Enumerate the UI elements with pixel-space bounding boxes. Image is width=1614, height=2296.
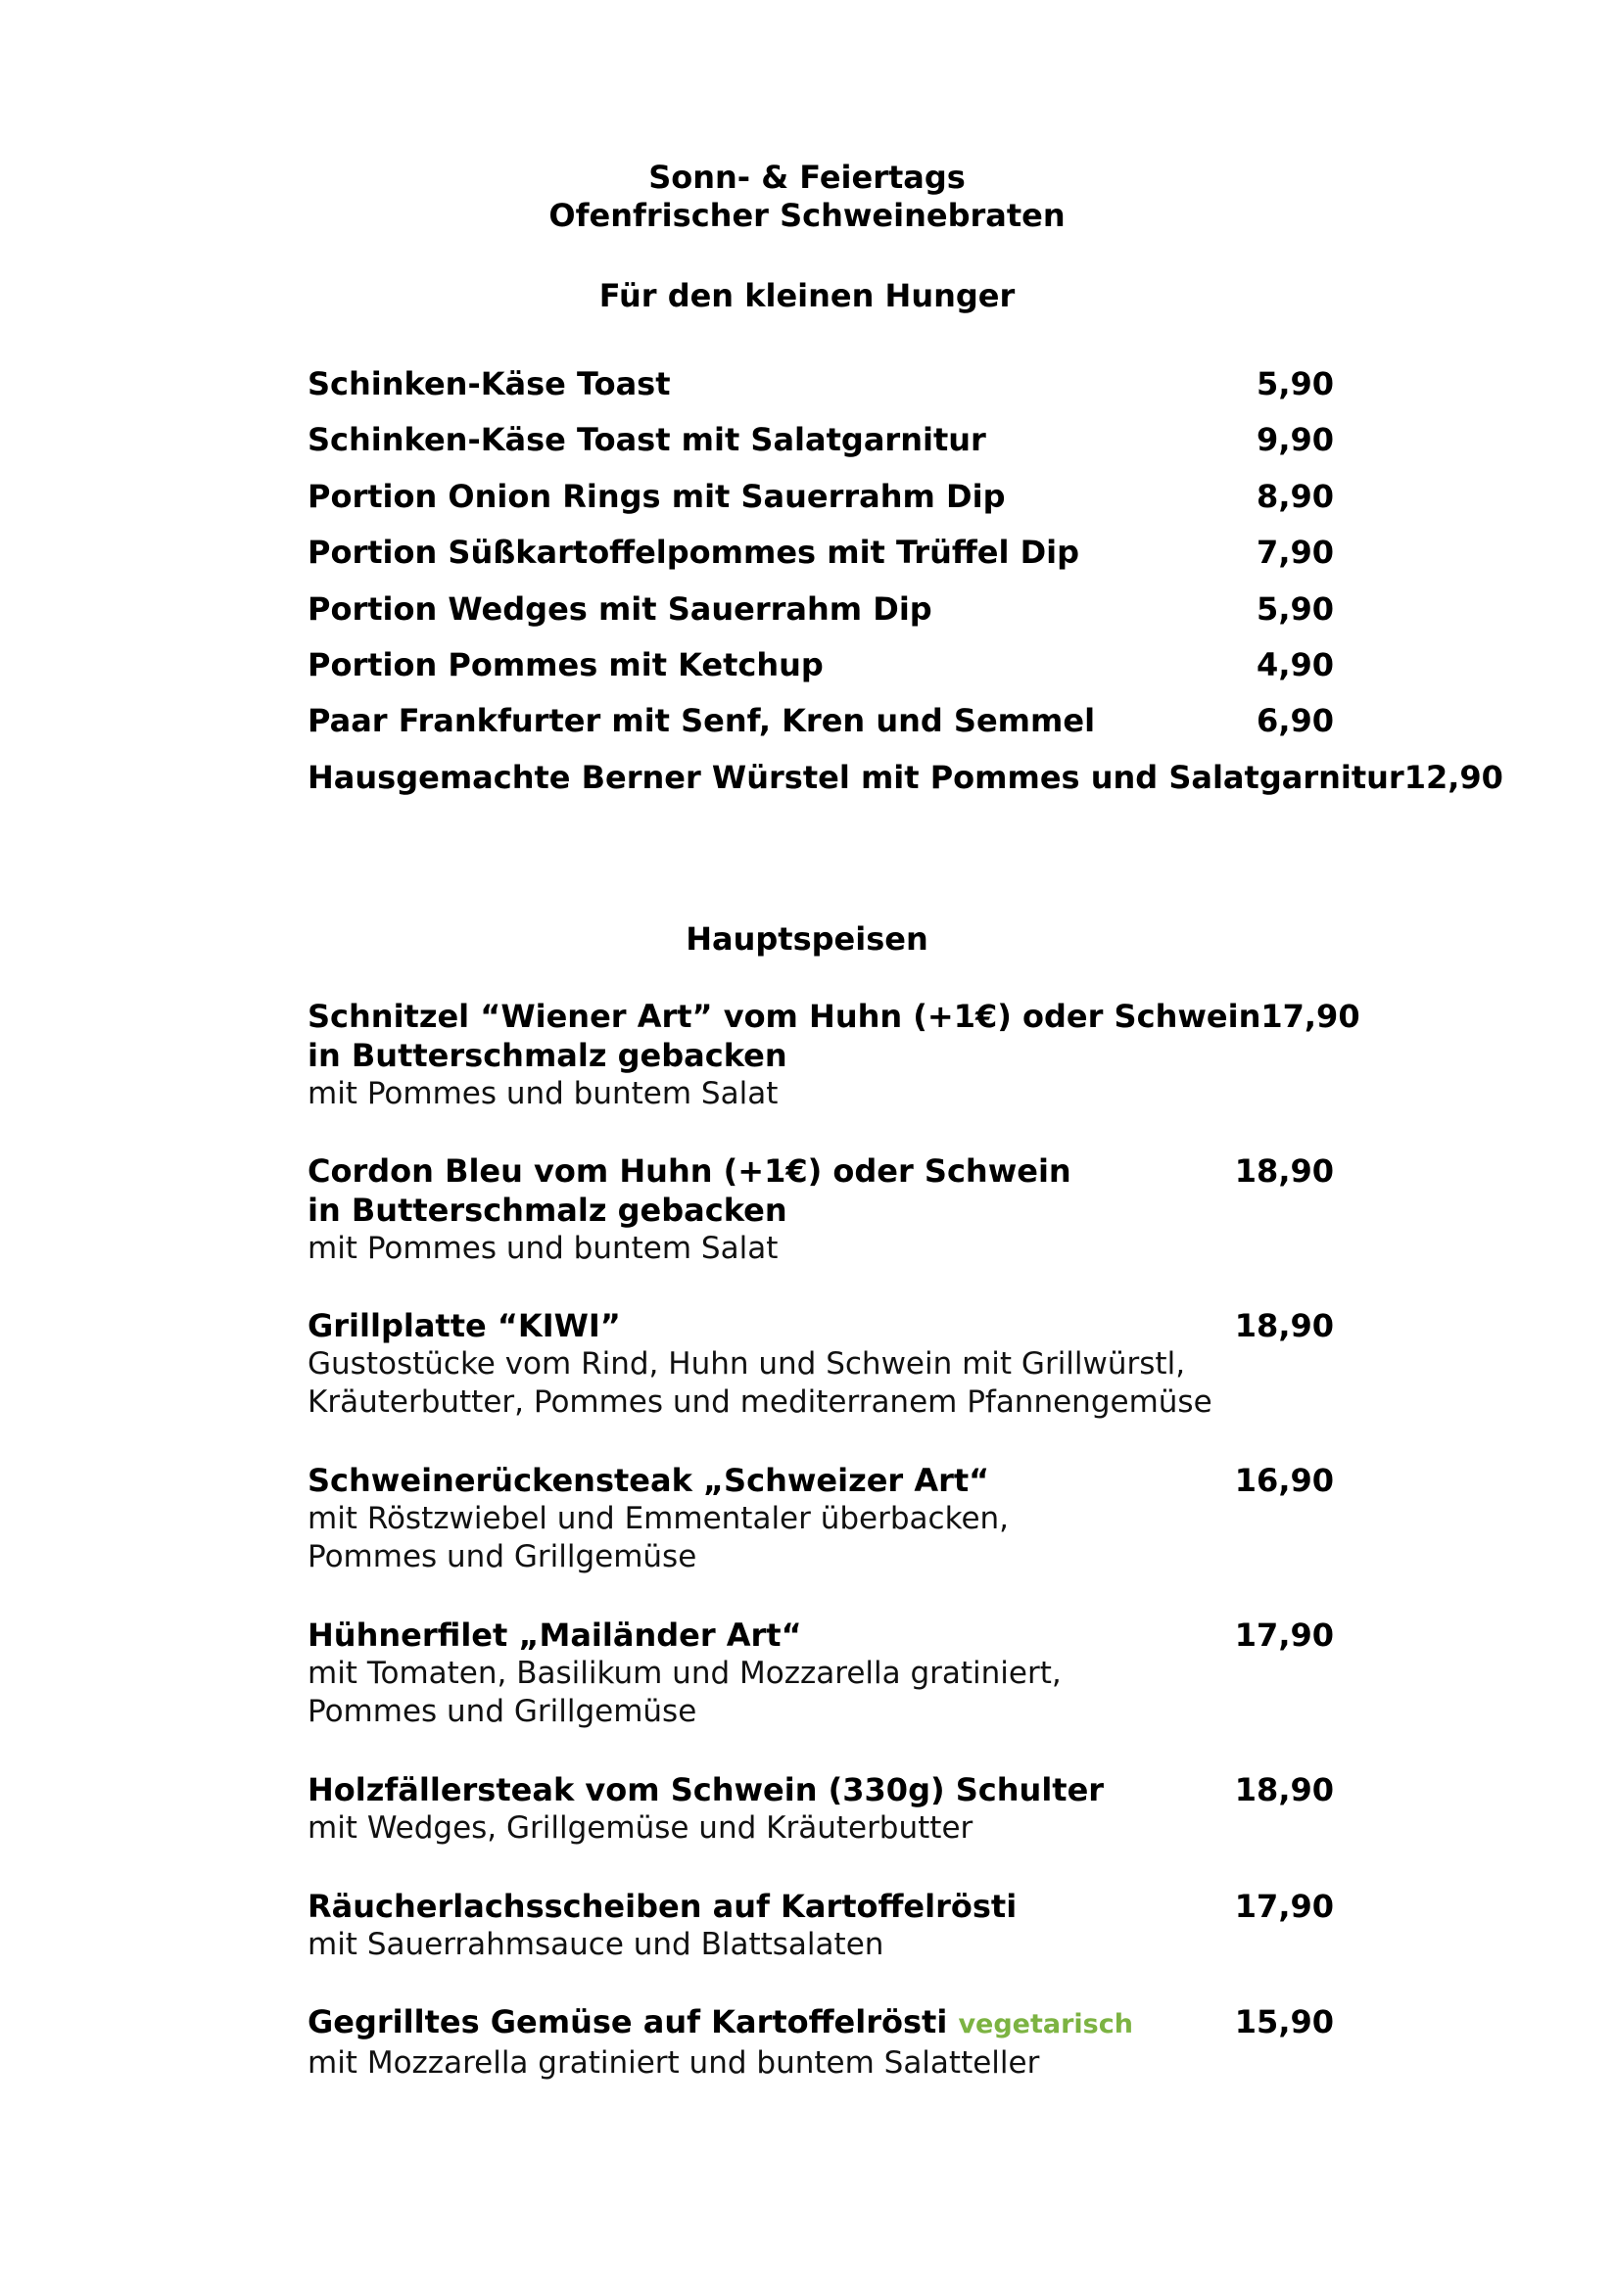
dish-item bbox=[308, 2002, 1334, 2083]
mains-heading: Hauptspeisen bbox=[686, 920, 928, 958]
header-line-2: Ofenfrischer Schweinebraten bbox=[548, 197, 1066, 234]
list-item bbox=[308, 534, 1334, 589]
dish-title: Hühnerfilet „Mailänder Art“ bbox=[308, 1617, 802, 1654]
list-item bbox=[308, 702, 1334, 758]
dish-item bbox=[308, 1770, 1334, 1848]
dish-description: mit Tomaten, Basilikum und Mozzarella gratiniert, bbox=[308, 1656, 1062, 1691]
list-item bbox=[308, 646, 1334, 702]
dish-title: Schnitzel “Wiener Art” vom Huhn (+1€) oder Schwein bbox=[308, 998, 1261, 1035]
dish-subtitle: in Butterschmalz gebacken bbox=[308, 1192, 787, 1229]
dish-price: 18,90 bbox=[1234, 1771, 1334, 1808]
list-item bbox=[308, 421, 1334, 477]
item-name: Portion Pommes mit Ketchup bbox=[308, 645, 824, 683]
dish-title: Gegrilltes Gemüse auf Kartoffelrösti bbox=[308, 2003, 948, 2040]
item-price: 4,90 bbox=[1257, 645, 1334, 683]
vegetarian-tag: vegetarisch bbox=[958, 2009, 1133, 2039]
dish-description: mit Pommes und buntem Salat bbox=[308, 1231, 779, 1266]
item-name: Portion Onion Rings mit Sauerrahm Dip bbox=[308, 477, 1006, 515]
dish-item bbox=[308, 1461, 1334, 1576]
dish-item bbox=[308, 1151, 1334, 1268]
dish-price: 15,90 bbox=[1234, 2003, 1334, 2040]
dish-item bbox=[308, 1616, 1334, 1731]
item-price: 5,90 bbox=[1257, 589, 1334, 628]
snacks-list bbox=[308, 365, 1503, 815]
dish-title: Cordon Bleu vom Huhn (+1€) oder Schwein bbox=[308, 1152, 1071, 1190]
item-price: 5,90 bbox=[1257, 365, 1334, 402]
list-item bbox=[308, 590, 1334, 646]
dish-title: Schweinerückensteak „Schweizer Art“ bbox=[308, 1462, 990, 1499]
list-item bbox=[308, 365, 1334, 421]
dish-description: Kräuterbutter, Pommes und mediterranem Pfannengemüse bbox=[308, 1384, 1212, 1420]
item-name: Schinken-Käse Toast bbox=[308, 365, 671, 402]
dish-description: Pommes und Grillgemüse bbox=[308, 1539, 697, 1574]
item-name: Hausgemachte Berner Würstel mit Pommes und Salatgarnitur bbox=[308, 758, 1404, 796]
item-name: Portion Süßkartoffelpommes mit Trüffel Dip bbox=[308, 534, 1080, 572]
dish-price: 18,90 bbox=[1234, 1307, 1334, 1344]
dish-description: Gustostücke vom Rind, Huhn und Schwein mit Grillwürstl, bbox=[308, 1346, 1186, 1382]
dish-item bbox=[308, 997, 1360, 1113]
dish-description: Pommes und Grillgemüse bbox=[308, 1694, 697, 1729]
item-price: 12,90 bbox=[1403, 758, 1503, 796]
dish-description: mit Wedges, Grillgemüse und Kräuterbutter bbox=[308, 1810, 973, 1846]
dish-subtitle: in Butterschmalz gebacken bbox=[308, 1037, 787, 1074]
item-name: Portion Wedges mit Sauerrahm Dip bbox=[308, 589, 932, 628]
dish-item bbox=[308, 1306, 1334, 1422]
dish-title: Räucherlachsscheiben auf Kartoffelrösti bbox=[308, 1888, 1018, 1925]
dish-price: 17,90 bbox=[1234, 1617, 1334, 1654]
dish-title-group bbox=[308, 2002, 1133, 2044]
dish-title: Holzfällersteak vom Schwein (330g) Schulter bbox=[308, 1771, 1105, 1808]
list-item bbox=[308, 758, 1503, 815]
dish-title: Grillplatte “KIWI” bbox=[308, 1307, 621, 1344]
dish-description: mit Röstzwiebel und Emmentaler überbacken, bbox=[308, 1501, 1010, 1536]
list-item bbox=[308, 478, 1334, 534]
item-price: 7,90 bbox=[1257, 534, 1334, 572]
dish-description: mit Mozzarella gratiniert und buntem Salatteller bbox=[308, 2045, 1040, 2081]
snacks-heading: Für den kleinen Hunger bbox=[598, 277, 1016, 314]
item-price: 8,90 bbox=[1257, 477, 1334, 515]
item-name: Paar Frankfurter mit Senf, Kren und Semmel bbox=[308, 702, 1096, 740]
dish-description: mit Sauerrahmsauce und Blattsalaten bbox=[308, 1927, 884, 1962]
dish-price: 18,90 bbox=[1234, 1152, 1334, 1190]
dish-description: mit Pommes und buntem Salat bbox=[308, 1076, 779, 1111]
header-line-1: Sonn- & Feiertags bbox=[648, 159, 966, 196]
dish-item bbox=[308, 1887, 1334, 1964]
item-price: 9,90 bbox=[1257, 421, 1334, 459]
dish-price: 17,90 bbox=[1234, 1888, 1334, 1925]
dish-price: 17,90 bbox=[1260, 998, 1360, 1035]
item-price: 6,90 bbox=[1257, 702, 1334, 740]
menu-header bbox=[0, 159, 1614, 235]
item-name: Schinken-Käse Toast mit Salatgarnitur bbox=[308, 421, 986, 459]
dish-price: 16,90 bbox=[1234, 1462, 1334, 1499]
